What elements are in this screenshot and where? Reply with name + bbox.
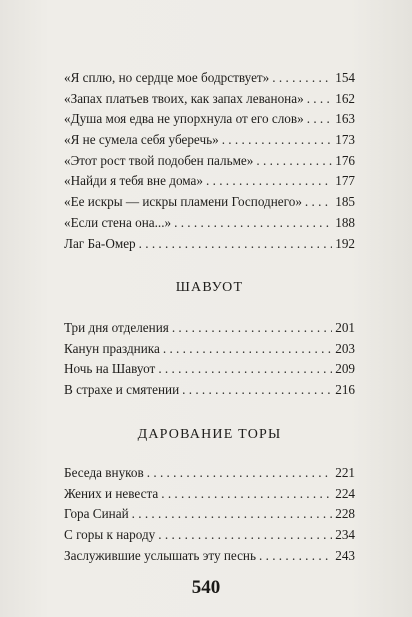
toc-entry: [64, 546, 355, 567]
toc-entry: [64, 151, 355, 172]
toc-entry: [64, 359, 355, 380]
toc-page: 243: [335, 547, 355, 563]
toc-page: 173: [335, 132, 355, 148]
toc-title: «Ее искры — искры пламени Господнего»: [64, 194, 302, 210]
toc-entry: [64, 463, 355, 484]
dot-leader: [158, 359, 332, 380]
toc-entry: [64, 234, 355, 255]
toc-page: 163: [335, 111, 355, 127]
dot-leader: [174, 213, 332, 234]
toc-entry: [64, 171, 355, 192]
toc-entry: [64, 89, 355, 110]
toc-entry: [64, 380, 355, 401]
toc-title: Жених и невеста: [64, 485, 159, 501]
toc-page: 177: [335, 173, 355, 189]
toc-title: Гора Синай: [64, 506, 129, 522]
toc-page: 221: [335, 465, 355, 480]
toc-title: «Душа моя едва не упорхнула от его слов»: [64, 111, 304, 127]
dot-leader: [259, 546, 332, 567]
toc-title: «Этот рост твой подобен пальме»: [64, 152, 254, 168]
toc-entry: [64, 484, 355, 505]
dot-leader: [161, 484, 332, 505]
dot-leader: [305, 192, 332, 213]
toc-page: 201: [335, 320, 355, 335]
dot-leader: [307, 89, 333, 110]
page-number: 540: [191, 577, 221, 598]
toc-page: 185: [335, 194, 355, 210]
toc-title: «Если стена она...»: [64, 214, 172, 230]
toc-entry: [64, 504, 355, 525]
toc-page: 216: [335, 382, 355, 398]
toc-entry: [64, 109, 355, 130]
section-heading-torah: ДАРОВАНИЕ ТОРЫ: [137, 427, 282, 442]
toc-page: 162: [335, 90, 355, 106]
toc-title: С горы к народу: [64, 527, 156, 543]
toc-title: В страхе и смятении: [64, 382, 180, 398]
toc-title: Беседа внуков: [64, 465, 144, 480]
dot-leader: [139, 234, 333, 255]
dot-leader: [256, 151, 332, 172]
toc-title: «Я не сумела себя уберечь»: [64, 132, 219, 148]
toc-page: 188: [335, 214, 355, 230]
toc-block-torah: [64, 463, 355, 566]
toc-block-top: [64, 68, 355, 254]
toc-entry: [64, 525, 355, 546]
dot-leader: [147, 463, 332, 484]
toc-title: Канун праздника: [64, 340, 160, 356]
dot-leader: [182, 380, 332, 401]
toc-entry: [64, 192, 355, 213]
dot-leader: [163, 339, 332, 360]
toc-page: 228: [335, 506, 355, 522]
toc-page: 234: [335, 527, 355, 543]
toc-entry: [64, 339, 355, 360]
toc-page: 209: [335, 361, 355, 377]
toc-page: 224: [335, 485, 355, 501]
dot-leader: [222, 130, 333, 151]
dot-leader: [172, 318, 332, 339]
dot-leader: [158, 525, 332, 546]
toc-title: Ночь на Шавуот: [64, 361, 156, 377]
dot-leader: [272, 68, 332, 89]
toc-entry: [64, 318, 355, 339]
toc-entry: [64, 68, 355, 89]
toc-title: Три дня отделения: [64, 320, 169, 335]
dot-leader: [206, 171, 332, 192]
toc-title: «Я сплю, но сердце мое бодрствует»: [64, 70, 270, 85]
dot-leader: [132, 504, 333, 525]
toc-entry: [64, 213, 355, 234]
toc-title: Заслужившие услышать эту песнь: [64, 547, 257, 563]
toc-page: 203: [335, 340, 355, 356]
toc-title: «Запах платьев твоих, как запах леванона»: [64, 90, 304, 106]
toc-title: «Найди я тебя вне дома»: [64, 173, 204, 189]
toc-block-shavuot: [64, 318, 355, 401]
section-heading-shavuot: ШАВУОТ: [175, 280, 244, 295]
dot-leader: [307, 109, 332, 130]
toc-entry: [64, 130, 355, 151]
toc-page: 192: [335, 235, 355, 251]
toc-page: 154: [335, 70, 355, 85]
toc-page: 176: [335, 152, 355, 168]
toc-title: Лаг Ба-Омер: [64, 235, 136, 251]
